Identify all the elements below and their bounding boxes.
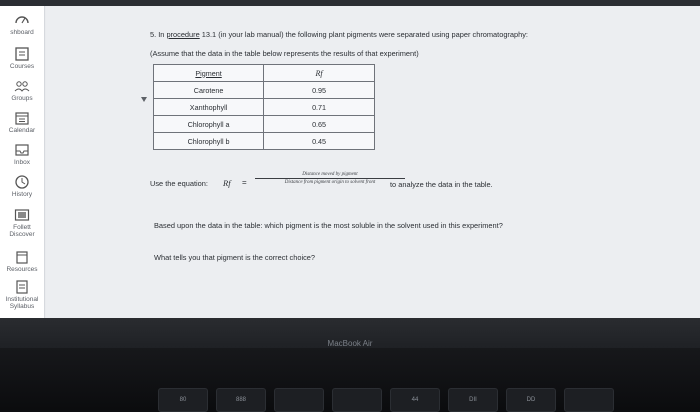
- assignment-content: [46, 6, 700, 318]
- sidebar-item-label: Groups: [11, 95, 33, 102]
- column-header-rf: Rf: [264, 65, 375, 82]
- keyboard-key-f9: DD: [506, 388, 556, 412]
- table-row: [154, 99, 375, 116]
- keyboard-key-f5: [274, 388, 324, 412]
- device-brand: MacBook Air: [327, 339, 373, 348]
- question-prompt-2: What tells you that pigment is the correct choice?: [154, 253, 316, 262]
- question-number: 5. In: [150, 30, 167, 39]
- keyboard-key-f6: [332, 388, 382, 412]
- sidebar-item-label: Follett Discover: [9, 224, 35, 238]
- question-prompt-1: Based upon the data in the table: which pigment is the most soluble in the solvent used in this experiment?: [154, 221, 503, 230]
- history-icon: [14, 174, 30, 190]
- pigment-table: [153, 64, 375, 150]
- sidebar-item-courses[interactable]: [0, 46, 44, 70]
- table-row: [154, 116, 375, 133]
- equation-fraction: [255, 172, 405, 185]
- follett-discover-icon: [14, 207, 30, 223]
- equation-equals: =: [242, 178, 247, 187]
- equation-denominator: Distance from pigment origin to solvent front: [284, 180, 376, 185]
- sidebar-item-label: Calendar: [8, 127, 36, 134]
- lms-sidebar: [0, 6, 45, 318]
- keyboard-key-f3: 80: [158, 388, 208, 412]
- rf-cell: 0.71: [264, 99, 375, 116]
- table-row: [154, 133, 375, 150]
- sidebar-item-label: Courses: [9, 63, 35, 70]
- question-assumption: (Assume that the data in the table below represents the results of that experiment): [150, 49, 419, 58]
- equation-prefix: Use the equation:: [150, 179, 208, 188]
- sidebar-item-resources[interactable]: [0, 249, 44, 273]
- pigment-cell: Chlorophyll b: [154, 133, 264, 150]
- resources-icon: [14, 249, 30, 265]
- sidebar-item-groups[interactable]: [0, 78, 44, 102]
- question-intro: [150, 30, 528, 39]
- sidebar-item-history[interactable]: [0, 174, 44, 198]
- sidebar-item-institutional-syllabus[interactable]: [0, 279, 44, 310]
- equation-numerator: Distance moved by pigment: [255, 172, 405, 179]
- groups-icon: [14, 78, 30, 94]
- sidebar-item-calendar[interactable]: [0, 110, 44, 134]
- rf-cell: 0.45: [264, 133, 375, 150]
- inbox-icon: [14, 142, 30, 158]
- equation-suffix: to analyze the data in the table.: [390, 180, 493, 189]
- courses-icon: [14, 46, 30, 62]
- keyboard-key-f10: [564, 388, 614, 412]
- cursor-icon: [141, 97, 147, 102]
- keyboard-key-f7: 44: [390, 388, 440, 412]
- procedure-link[interactable]: procedure: [166, 30, 200, 39]
- table-row: [154, 82, 375, 99]
- pigment-cell: Chlorophyll a: [154, 116, 264, 133]
- laptop-keyboard: [0, 348, 700, 410]
- sidebar-item-inbox[interactable]: [0, 142, 44, 166]
- column-header-pigment: Pigment: [154, 65, 264, 82]
- sidebar-item-follett-discover[interactable]: [0, 207, 44, 238]
- table-header-row: [154, 65, 375, 82]
- equation-lhs: Rf: [223, 178, 231, 188]
- keyboard-key-f4: 888: [216, 388, 266, 412]
- sidebar-item-label: Inbox: [14, 159, 30, 166]
- rf-cell: 0.95: [264, 82, 375, 99]
- sidebar-item-label: Institutional Syllabus: [5, 296, 39, 310]
- sidebar-item-label: shboard: [10, 29, 34, 36]
- sidebar-item-label: History: [11, 191, 33, 198]
- sidebar-item-dashboard[interactable]: [0, 12, 44, 36]
- pigment-cell: Xanthophyll: [154, 99, 264, 116]
- keyboard-key-f8: DII: [448, 388, 498, 412]
- rf-cell: 0.65: [264, 116, 375, 133]
- pigment-cell: Carotene: [154, 82, 264, 99]
- dashboard-icon: [14, 12, 30, 28]
- question-text: 13.1 (in your lab manual) the following plant pigments were separated using paper chromatography:: [199, 30, 528, 39]
- sidebar-item-label: Resources: [6, 266, 38, 273]
- syllabus-icon: [14, 279, 30, 295]
- calendar-icon: [14, 110, 30, 126]
